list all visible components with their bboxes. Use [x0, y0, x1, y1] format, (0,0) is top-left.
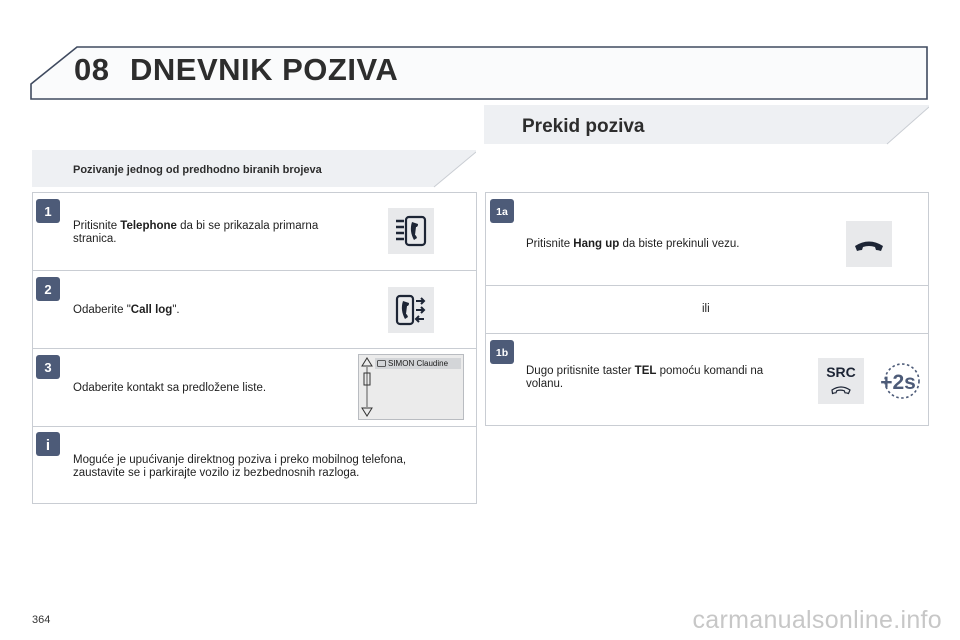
left-separator-2: [33, 348, 476, 349]
left-separator-1: [33, 270, 476, 271]
right-separator-1: [486, 285, 928, 286]
info-badge: [36, 432, 60, 456]
svg-text:1: 1: [44, 204, 52, 219]
tel-keyword: TEL: [634, 365, 657, 377]
step-2-text: Odaberite "Call log".: [73, 304, 180, 316]
left-subtitle: Pozivanje jednog od predhodno biranih brojeva: [73, 164, 322, 176]
call-log-keyword: Call log: [130, 304, 173, 316]
contact-list-screen: [358, 354, 464, 420]
step-3-text: Odaberite kontakt sa predložene liste.: [73, 382, 267, 394]
contact-name: SIMON Claudine: [388, 359, 449, 368]
page-number: 364: [32, 614, 51, 626]
phone-handset-icon: [830, 384, 852, 396]
telephone-icon: [388, 208, 434, 254]
left-separator-3: [33, 426, 476, 427]
or-text: ili: [702, 303, 710, 315]
step-3-badge: [36, 355, 60, 379]
call-log-button[interactable]: [388, 287, 434, 333]
right-section-title: Prekid poziva: [522, 116, 645, 137]
svg-text:2: 2: [44, 282, 52, 297]
contact-card-icon: [377, 360, 386, 367]
hang-up-icon: [846, 221, 892, 267]
step-1b-text: Dugo pritisnite taster TEL pomoću komandi na volanu.: [526, 365, 764, 390]
step-1b-badge: [490, 340, 514, 364]
svg-text:3: 3: [44, 360, 52, 375]
svg-text:1a: 1a: [496, 206, 508, 218]
telephone-keyword: Telephone: [120, 220, 177, 232]
src-steering-button[interactable]: [818, 358, 864, 404]
call-log-icon: [388, 287, 434, 333]
step-1a-badge: [490, 199, 514, 223]
hang-up-button[interactable]: [846, 221, 892, 267]
svg-text:i: i: [45, 437, 51, 454]
hang-up-keyword: Hang up: [573, 238, 620, 250]
step-1-badge: [36, 199, 60, 223]
contact-list-item[interactable]: [375, 358, 461, 369]
step-1a-text: Pritisnite Hang up da biste prekinuli vezu.: [526, 238, 740, 250]
watermark: carmanualsonline.info: [692, 606, 942, 634]
hold-two-seconds-icon: [872, 360, 922, 402]
list-scrollbar[interactable]: [361, 357, 373, 417]
chapter-number: 08: [74, 52, 110, 87]
chapter-title: DNEVNIK POZIVA: [130, 52, 399, 87]
step-2-badge: [36, 277, 60, 301]
src-label: SRC: [826, 364, 856, 380]
info-text: Moguće je upućivanje direktnog poziva i preko mobilnog telefona, zaustavite se i parkirajte vozilo iz bezbednosnih razloga.: [73, 454, 407, 479]
svg-text:1b: 1b: [495, 347, 509, 359]
telephone-button[interactable]: [388, 208, 434, 254]
step-1-text: Pritisnite Telephone da bi se prikazala primarna stranica.: [73, 220, 319, 245]
svg-text:+2s: +2s: [880, 371, 916, 394]
right-separator-2: [486, 333, 928, 334]
